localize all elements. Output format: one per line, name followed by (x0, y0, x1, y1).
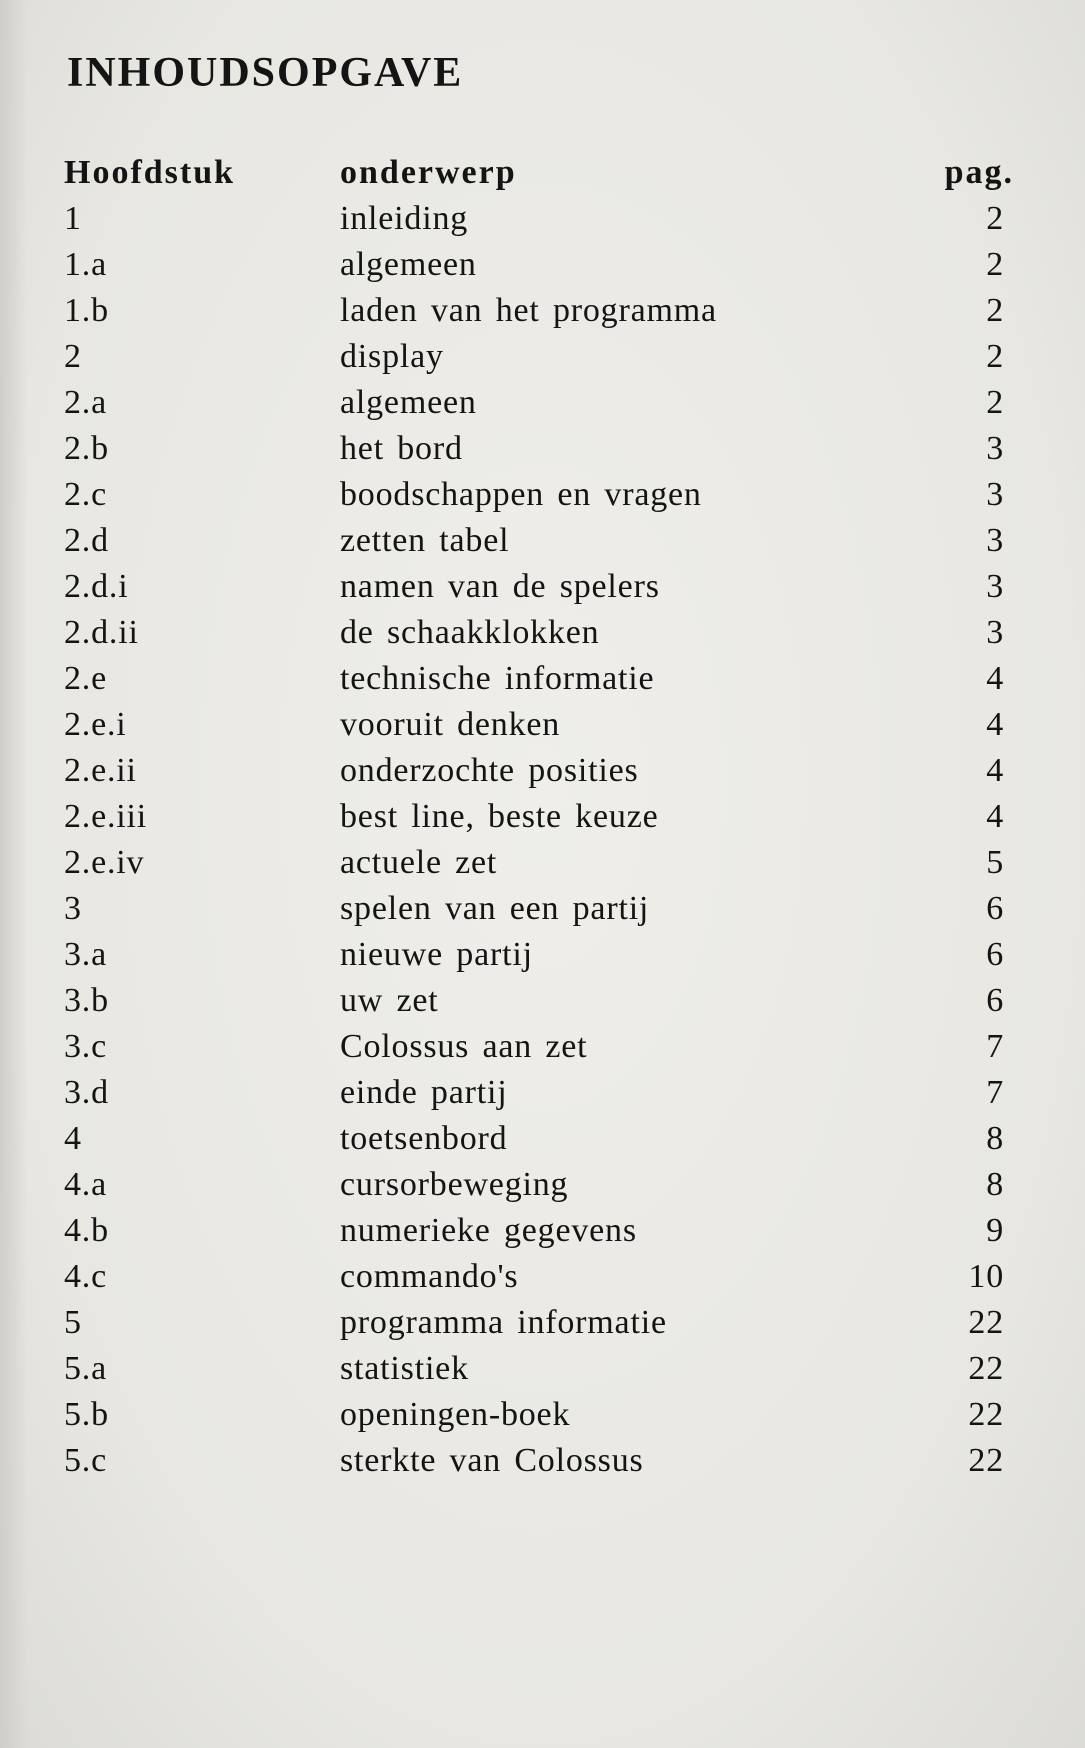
toc-subject: uw zet (340, 982, 439, 1019)
toc-page-number: 22 (968, 1304, 1004, 1341)
toc-chapter-number: 3.d (64, 1074, 109, 1111)
toc-chapter-number: 2.d.i (64, 568, 129, 605)
toc-chapter-number: 1 (64, 200, 82, 237)
toc-page-number: 7 (986, 1028, 1004, 1065)
toc-chapter-number: 5.c (64, 1442, 107, 1479)
page-edge-shadow (0, 0, 28, 1748)
toc-chapter-number: 2.e.iv (64, 844, 145, 881)
toc-page-number: 3 (986, 522, 1004, 559)
toc-chapter-number: 3.a (64, 936, 107, 973)
toc-page-number: 9 (986, 1212, 1004, 1249)
toc-row (64, 1162, 1024, 1208)
toc-chapter-number: 2 (64, 338, 82, 375)
toc-row (64, 196, 1024, 242)
toc-rows (64, 196, 1024, 1484)
toc-subject: algemeen (340, 246, 477, 283)
toc-row (64, 702, 1024, 748)
toc-page-number: 2 (986, 384, 1004, 421)
toc-page-number: 22 (968, 1396, 1004, 1433)
toc-chapter-number: 5.b (64, 1396, 109, 1433)
toc-subject: openingen-boek (340, 1396, 571, 1433)
toc-page-number: 3 (986, 614, 1004, 651)
toc-row (64, 932, 1024, 978)
toc-row (64, 1024, 1024, 1070)
toc-chapter-number: 3 (64, 890, 82, 927)
toc-row (64, 840, 1024, 886)
toc-page-number: 22 (968, 1350, 1004, 1387)
toc-chapter-number: 4 (64, 1120, 82, 1157)
toc-row (64, 1208, 1024, 1254)
toc-subject: het bord (340, 430, 463, 467)
toc-subject: actuele zet (340, 844, 498, 881)
toc-page-number: 3 (986, 430, 1004, 467)
header-page: pag. (944, 154, 1014, 191)
toc-row (64, 748, 1024, 794)
toc-subject: statistiek (340, 1350, 469, 1387)
toc-page-number: 5 (986, 844, 1004, 881)
toc-row (64, 518, 1024, 564)
toc-page-number: 6 (986, 936, 1004, 973)
toc-row (64, 426, 1024, 472)
toc-subject: spelen van een partij (340, 890, 650, 927)
toc-chapter-number: 3.b (64, 982, 109, 1019)
toc-chapter-number: 2.e (64, 660, 107, 697)
toc-page-number: 4 (986, 660, 1004, 697)
toc-page-number: 2 (986, 246, 1004, 283)
table-of-contents (64, 150, 1024, 1484)
toc-subject: algemeen (340, 384, 477, 421)
toc-chapter-number: 2.a (64, 384, 107, 421)
toc-chapter-number: 2.e.i (64, 706, 127, 743)
toc-page-number: 2 (986, 338, 1004, 375)
toc-chapter-number: 2.e.ii (64, 752, 137, 789)
toc-page-number: 2 (986, 200, 1004, 237)
toc-chapter-number: 1.a (64, 246, 107, 283)
toc-chapter-number: 2.d.ii (64, 614, 139, 651)
toc-subject: best line, beste keuze (340, 798, 659, 835)
toc-row (64, 1300, 1024, 1346)
toc-subject: numerieke gegevens (340, 1212, 637, 1249)
header-chapter: Hoofdstuk (64, 154, 236, 191)
header-subject: onderwerp (340, 154, 517, 191)
toc-chapter-number: 5 (64, 1304, 82, 1341)
toc-subject: laden van het programma (340, 292, 717, 329)
toc-subject: nieuwe partij (340, 936, 533, 973)
toc-page-number: 4 (986, 798, 1004, 835)
toc-chapter-number: 4.a (64, 1166, 107, 1203)
toc-subject: einde partij (340, 1074, 508, 1111)
toc-chapter-number: 2.b (64, 430, 109, 467)
toc-row (64, 380, 1024, 426)
toc-page-number: 4 (986, 752, 1004, 789)
toc-row (64, 1116, 1024, 1162)
toc-page-number: 6 (986, 890, 1004, 927)
toc-subject: sterkte van Colossus (340, 1442, 644, 1479)
toc-page-number: 8 (986, 1120, 1004, 1157)
toc-row (64, 1438, 1024, 1484)
toc-subject: de schaakklokken (340, 614, 600, 651)
toc-chapter-number: 5.a (64, 1350, 107, 1387)
toc-subject: Colossus aan zet (340, 1028, 588, 1065)
toc-row (64, 334, 1024, 380)
toc-chapter-number: 4.b (64, 1212, 109, 1249)
toc-row (64, 886, 1024, 932)
toc-subject: onderzochte posities (340, 752, 639, 789)
toc-subject: commando's (340, 1258, 519, 1295)
toc-chapter-number: 4.c (64, 1258, 107, 1295)
toc-row (64, 288, 1024, 334)
toc-subject: cursorbeweging (340, 1166, 569, 1203)
toc-row (64, 1392, 1024, 1438)
toc-chapter-number: 1.b (64, 292, 109, 329)
toc-subject: zetten tabel (340, 522, 510, 559)
toc-chapter-number: 2.d (64, 522, 109, 559)
toc-header-row (64, 150, 1024, 196)
toc-chapter-number: 2.c (64, 476, 107, 513)
toc-page-number: 22 (968, 1442, 1004, 1479)
toc-subject: vooruit denken (340, 706, 561, 743)
toc-subject: boodschappen en vragen (340, 476, 702, 513)
toc-subject: inleiding (340, 200, 469, 237)
toc-subject: programma informatie (340, 1304, 667, 1341)
toc-page-number: 4 (986, 706, 1004, 743)
toc-subject: toetsenbord (340, 1120, 508, 1157)
toc-chapter-number: 2.e.iii (64, 798, 148, 835)
toc-row (64, 610, 1024, 656)
toc-row (64, 1254, 1024, 1300)
toc-row (64, 472, 1024, 518)
toc-page-number: 2 (986, 292, 1004, 329)
toc-row (64, 564, 1024, 610)
toc-row (64, 656, 1024, 702)
toc-page-number: 8 (986, 1166, 1004, 1203)
toc-row (64, 978, 1024, 1024)
toc-subject: display (340, 338, 444, 375)
toc-row (64, 1346, 1024, 1392)
toc-row (64, 794, 1024, 840)
page-title: INHOUDSOPGAVE (67, 50, 464, 96)
toc-row (64, 1070, 1024, 1116)
toc-page-number: 10 (968, 1258, 1004, 1295)
toc-subject: namen van de spelers (340, 568, 660, 605)
toc-page-number: 6 (986, 982, 1004, 1019)
toc-chapter-number: 3.c (64, 1028, 107, 1065)
toc-page-number: 3 (986, 568, 1004, 605)
toc-page-number: 3 (986, 476, 1004, 513)
toc-row (64, 242, 1024, 288)
toc-page-number: 7 (986, 1074, 1004, 1111)
toc-subject: technische informatie (340, 660, 655, 697)
